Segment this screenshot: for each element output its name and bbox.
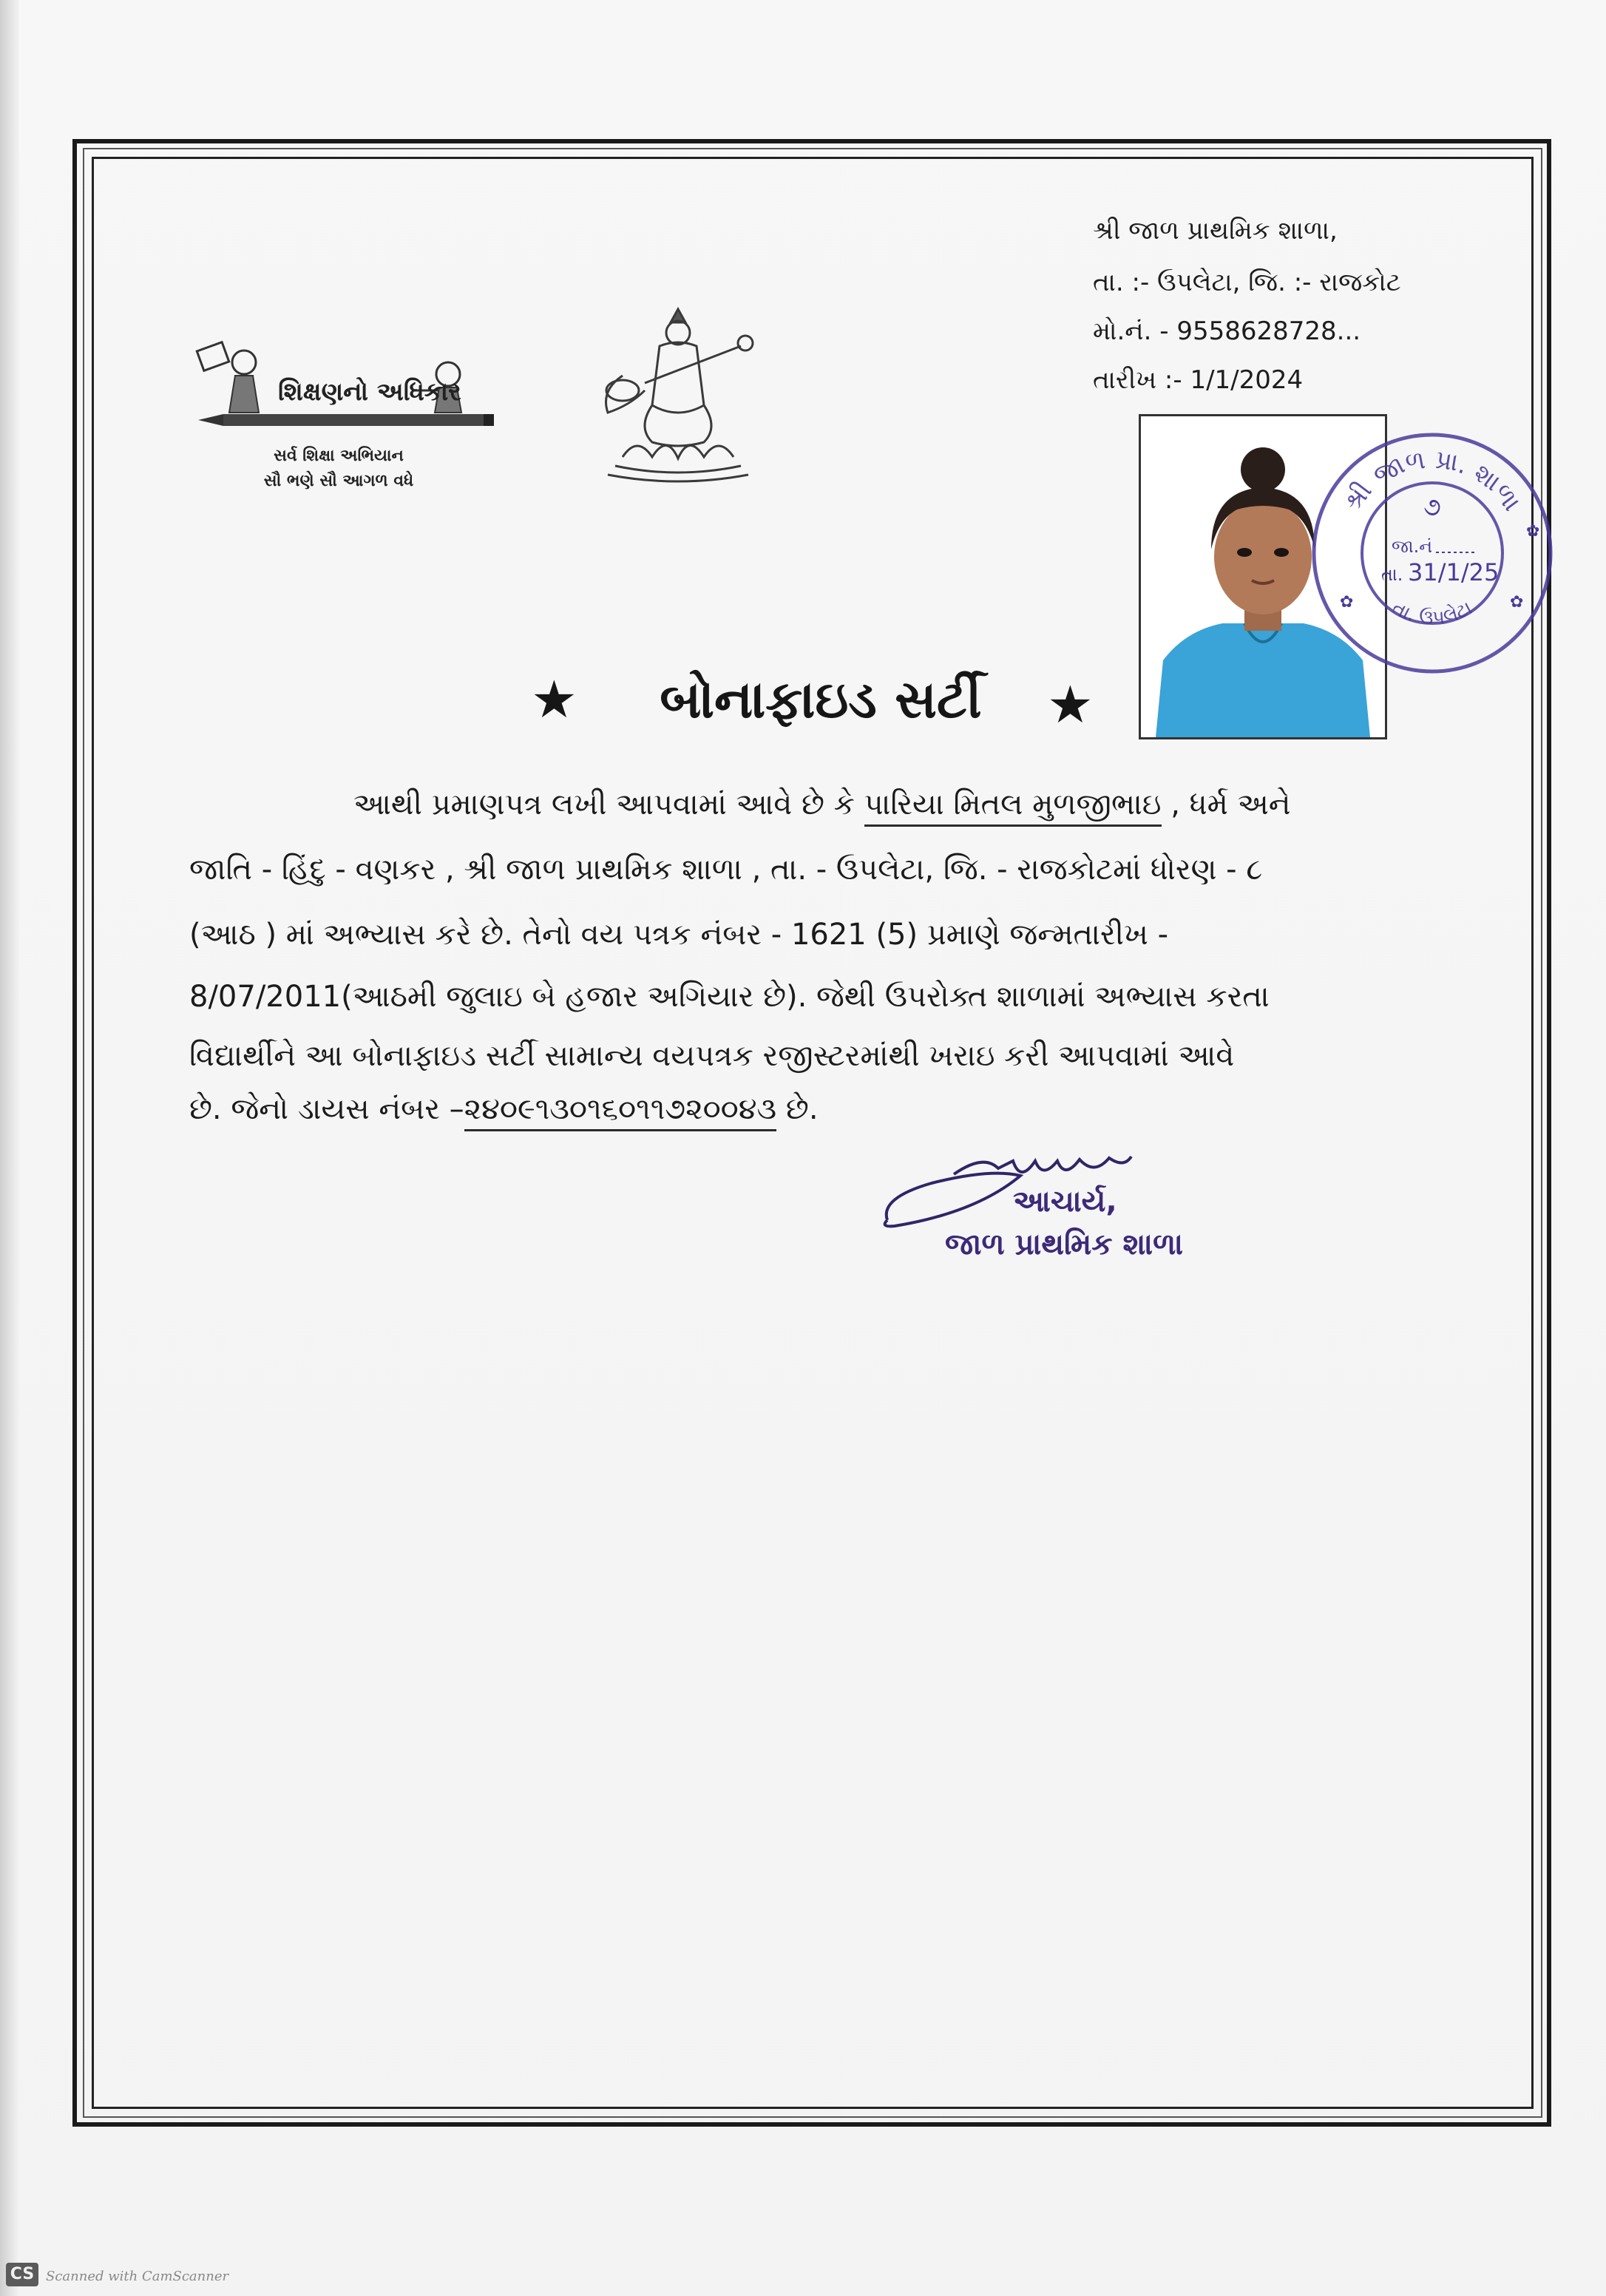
dise-number: ૨૪૦૯૧૩૦૧૬૦૧૧૭૨૦૦૪૩ [464, 1092, 777, 1131]
body-line-1-post: , ધર્મ અને [1161, 788, 1291, 822]
rte-logo-line1: સર્વ શિક્ષા અભિયાન [274, 447, 404, 465]
body-line-1-pre: આથી પ્રમાણપત્ર લખી આપવામાં આવે છે કે [353, 788, 864, 822]
school-taluka-district: તા. :- ઉપલેટા, જિ. :- રાજકોટ [1093, 268, 1401, 297]
body-line-4: 8/07/2011(આઠમી જુલાઇ બે હજાર અગિયાર છે). જેથી ઉપરોક્ત શાળામાં અભ્યાસ કરતા [189, 980, 1270, 1014]
body-line-1 [353, 784, 1440, 825]
title-star-left: ★ [531, 669, 577, 730]
body-line-6-post: છે. [776, 1092, 819, 1126]
body-line-3: (આઠ ) માં અભ્યાસ કરે છે. તેનો વય પત્રક નંબર - 1621 (5) પ્રમાણે જન્મતારીખ - [189, 918, 1169, 952]
camscanner-text: Scanned with CamScanner [46, 2269, 229, 2284]
school-stamp [1304, 425, 1560, 681]
svg-text:તા. ઉપલેટા [1389, 597, 1476, 629]
stamp-bottom-text: તા. ઉપલેટા [1388, 597, 1477, 630]
camscanner-logo: CS [6, 2263, 38, 2286]
svg-text:✿: ✿ [1510, 593, 1524, 612]
title-star-right: ★ [1047, 674, 1094, 735]
principal-school: જાળ પ્રાથમિક શાળા [945, 1227, 1184, 1262]
body-line-2: જાતિ - હિંદુ - વણકર , શ્રી જાળ પ્રાથમિક શાળા , તા. - ઉપલેટા, જિ. - રાજકોટમાં ધોરણ - ૮ [189, 853, 1263, 887]
stamp-label-1: જા.નં [1392, 536, 1433, 557]
school-mobile: મો.નં. - 9558628728... [1093, 316, 1361, 346]
school-name: શ્રી જાળ પ્રાથમિક શાળા, [1093, 216, 1338, 245]
binding-shadow [0, 0, 19, 2296]
principal-title: આચાર્ય, [1013, 1185, 1117, 1219]
body-line-5: વિદ્યાર્થીને આ બોનાફાઇડ સર્ટી સામાન્ય વયપત્રક રજીસ્ટરમાંથી ખરાઇ કરી આપવામાં આવે [189, 1039, 1235, 1073]
body-line-6 [189, 1088, 1439, 1130]
stamp-label-2: તા. [1381, 564, 1403, 585]
stamp-date: 31/1/25 [1408, 558, 1500, 586]
certificate-title: બોનાફાઇડ સર્ટી [660, 669, 982, 730]
rte-logo-line2: સૌ ભણે સૌ આગળ વધે [263, 472, 414, 490]
stamp-number: ૭ [1423, 492, 1441, 522]
saraswati-image [578, 294, 778, 494]
svg-text:✿: ✿ [1340, 593, 1354, 612]
body-line-6-pre: છે. જેનો ડાયસ નંબર – [189, 1092, 464, 1126]
certificate-date: તારીખ :- 1/1/2024 [1093, 365, 1304, 395]
stamp-top-text: શ્રી જાળ પ્રા. શાળા [1338, 444, 1527, 517]
rte-logo-title: શિક્ષણનો અધિકાર [278, 377, 461, 407]
student-name: પારિયા મિતલ મુળજીભાઇ [864, 788, 1162, 827]
rte-logo [191, 331, 501, 501]
svg-text:✿: ✿ [1526, 522, 1540, 541]
